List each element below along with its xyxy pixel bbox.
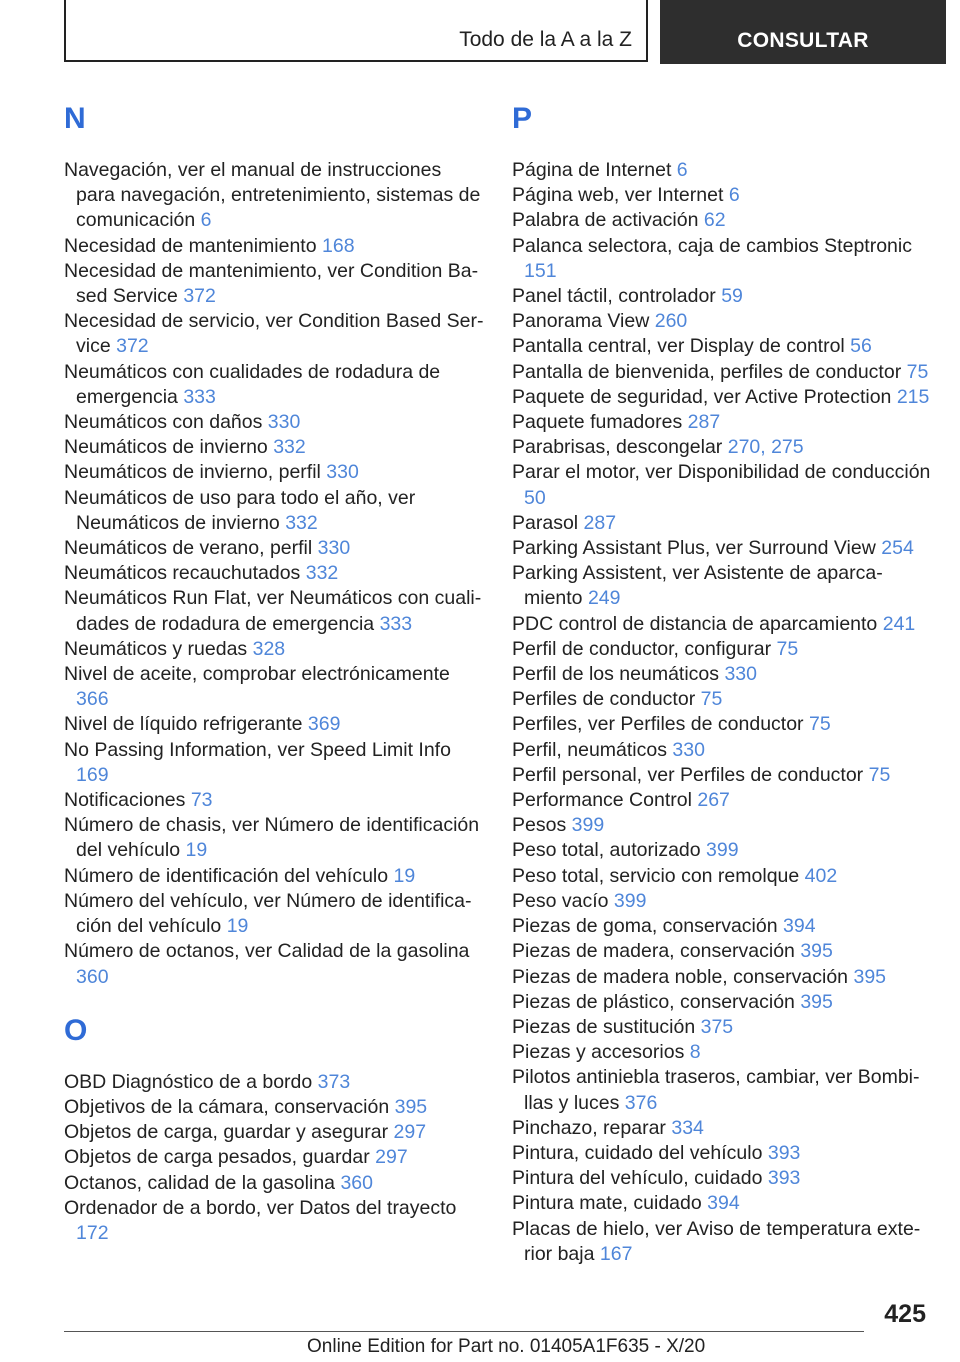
index-entry [512, 561, 932, 611]
index-entry [512, 1040, 932, 1065]
index-entry [512, 838, 932, 863]
index-entry [64, 460, 484, 485]
index-entry-page-link[interactable]: 334 [671, 1116, 704, 1139]
index-entry-page-link[interactable]: 393 [767, 1141, 801, 1164]
index-entry-text: Necesidad de mantenimiento [64, 234, 317, 257]
index-entry-page-link[interactable]: 6 [728, 184, 740, 207]
index-entry-text: Navegación, ver el manual de instrucciones para navegación, entretenimiento, sistemas de comunicación [64, 159, 481, 232]
index-entry-page-link[interactable]: 19 [185, 839, 208, 862]
index-entry-text: Perfil, neumáticos [512, 738, 667, 761]
index-entry [512, 511, 932, 536]
section-letter-n: N [64, 102, 86, 135]
index-column-right [512, 100, 932, 1267]
index-entry [512, 712, 932, 737]
index-entry-text: Número de chasis, ver Número de identificación del vehículo [64, 814, 480, 862]
index-entry-text: Neumáticos de verano, perfil [64, 537, 313, 560]
index-entry-text: Pintura, cuidado del vehículo [512, 1141, 763, 1164]
footer-edition-text: Online Edition for Part no. 01405A1F635 - X/20 [307, 1336, 706, 1357]
index-entry-page-link[interactable]: 360 [76, 965, 109, 988]
index-entry [64, 410, 484, 435]
index-entry [512, 284, 932, 309]
index-entry [512, 410, 932, 435]
index-entry [512, 914, 932, 939]
index-entry [64, 1070, 484, 1095]
index-entry [64, 1171, 484, 1196]
index-entry [64, 234, 484, 259]
index-entry [64, 939, 484, 989]
index-entry [64, 158, 484, 234]
index-entry-text: Performance Control [512, 789, 692, 812]
index-entry [512, 889, 932, 914]
index-entry-text: Neumáticos con daños [64, 411, 263, 434]
section-o-entries [64, 1070, 484, 1246]
index-entry-text: Parabrisas, descongelar [512, 436, 723, 459]
index-entry-page-link[interactable]: 399 [613, 889, 647, 912]
index-entry-text: Necesidad de servicio, ver Condition Based Service [64, 310, 484, 358]
index-entry-text: Parar el motor, ver Disponibilidad de conducción [512, 461, 931, 484]
index-entry-text: Pilotos antiniebla traseros, cambiar, ver Bombillas y luces [512, 1066, 920, 1114]
index-entry-page-link[interactable]: 249 [587, 587, 621, 610]
index-entry [64, 712, 484, 737]
index-entry-page-link[interactable]: 19 [226, 915, 249, 938]
index-entry-page-link[interactable]: 402 [804, 864, 838, 887]
index-entry-page-link[interactable]: 254 [881, 537, 914, 560]
index-entry-text: Número de octanos, ver Calidad de la gasolina [64, 940, 470, 963]
index-entry [512, 864, 932, 889]
index-entry-text: Placas de hielo, ver Aviso de temperatura exterior baja [512, 1217, 921, 1265]
index-entry-text: Ordenador de a bordo, ver Datos del trayecto [64, 1196, 457, 1219]
index-entry-text: Objetos de carga pesados, guardar [64, 1146, 370, 1169]
section-n-entries [64, 158, 484, 990]
index-entry [512, 309, 932, 334]
index-entry-page-link[interactable]: 59 [721, 285, 743, 308]
index-entry-text: Notificaciones [64, 789, 186, 812]
index-entry-text: Número del vehículo, ver Número de identificación del vehículo [64, 889, 472, 938]
index-entry-text: Neumáticos de uso para todo el año, ver Neumáticos de invierno [64, 486, 416, 534]
index-entry [512, 536, 932, 561]
index-entry [512, 612, 932, 637]
index-entry [64, 309, 484, 359]
index-entry [512, 687, 932, 712]
index-entry-text: Panel táctil, controlador [512, 285, 716, 308]
index-entry-page-link[interactable]: 395 [800, 940, 833, 963]
index-entry [64, 1095, 484, 1120]
index-entry-text: Piezas y accesorios [512, 1041, 685, 1064]
index-entry-page-link[interactable]: 372 [183, 285, 216, 308]
index-entry-page-link[interactable]: 330 [326, 461, 359, 484]
index-entry [512, 763, 932, 788]
section-letter-o: O [64, 1013, 88, 1047]
index-entry-page-link[interactable]: 75 [868, 763, 891, 786]
section-letter-p: P [512, 102, 533, 135]
index-entry [512, 1141, 932, 1166]
index-entry-text: Neumáticos y ruedas [64, 637, 248, 660]
index-entry-page-link[interactable]: 297 [375, 1146, 408, 1169]
index-entry [64, 1120, 484, 1145]
index-entry-page-link[interactable]: 169 [76, 763, 109, 786]
index-entry-page-link[interactable]: 75 [808, 713, 831, 736]
index-entry [512, 1166, 932, 1191]
index-entry [512, 208, 932, 233]
index-entry-page-link[interactable]: 168 [322, 234, 355, 257]
index-entry-text: Pinchazo, reparar [512, 1116, 666, 1139]
index-entry-text: Paquete de seguridad, ver Active Protection [512, 385, 892, 408]
index-entry [512, 158, 932, 183]
index-entry-text: Perfiles, ver Perfiles de conductor [512, 713, 804, 736]
index-entry-text: Perfil de los neumáticos [512, 663, 720, 686]
index-entry-text: Palanca selectora, caja de cambios Steptronic [512, 234, 912, 257]
index-entry [512, 385, 932, 410]
index-entry [512, 183, 932, 208]
index-entry-text: Pantalla central, ver Display de control [512, 335, 845, 358]
index-entry [512, 1015, 932, 1040]
index-entry [512, 234, 932, 284]
index-entry-page-link[interactable]: 50 [524, 486, 546, 509]
index-entry-page-link[interactable]: 399 [571, 814, 605, 837]
index-entry-page-link[interactable]: 395 [800, 990, 833, 1013]
index-entry-text: PDC control de distancia de aparcamiento [512, 612, 878, 635]
index-entry-text: Pantalla de bienvenida, perfiles de conductor [512, 360, 902, 383]
index-entry-page-link[interactable]: 330 [672, 738, 705, 761]
index-entry-page-link[interactable]: 360 [340, 1171, 373, 1194]
index-entry-page-link[interactable]: 287 [687, 411, 721, 434]
index-entry-text: Pesos [512, 814, 567, 837]
index-entry [512, 990, 932, 1015]
index-entry-page-link[interactable]: 260 [654, 310, 688, 333]
index-entry-page-link[interactable]: 73 [190, 789, 213, 812]
index-entry [64, 738, 484, 788]
index-entry [512, 813, 932, 838]
index-entry [64, 360, 484, 410]
index-entry-text: Neumáticos de invierno, perfil [64, 461, 321, 484]
index-entry [64, 788, 484, 813]
index-entry-text: Objetos de carga, guardar y asegurar [64, 1121, 389, 1144]
index-entry-page-link[interactable]: 369 [307, 713, 341, 736]
index-column-left [64, 100, 484, 1246]
header-tab[interactable] [660, 0, 946, 64]
index-entry [512, 1116, 932, 1141]
index-entry [64, 637, 484, 662]
index-entry-text: Peso total, autorizado [512, 839, 701, 862]
index-entry [64, 536, 484, 561]
index-entry-text: Neumáticos de invierno [64, 436, 268, 459]
index-entry-text: OBD Diagnóstico de a bordo [64, 1070, 313, 1093]
index-entry-page-link[interactable]: 333 [379, 612, 413, 635]
index-entry-text: Neumáticos con cualidades de rodadura de emergencia [64, 360, 441, 408]
index-entry-page-link[interactable]: 376 [624, 1091, 658, 1114]
index-entry [64, 561, 484, 586]
index-entry-text: Palabra de activación [512, 209, 699, 232]
index-entry [64, 864, 484, 889]
index-entry [512, 435, 932, 460]
index-entry-page-link[interactable]: 330 [724, 663, 757, 686]
index-entry-page-link[interactable]: 332 [285, 511, 318, 534]
index-entry-text: Panorama View [512, 310, 650, 333]
index-entry [64, 435, 484, 460]
index-entry-text: Piezas de sustitución [512, 1015, 696, 1038]
index-entry [512, 637, 932, 662]
index-entry [64, 1196, 484, 1246]
index-entry-text: Piezas de madera noble, conservación [512, 965, 849, 988]
index-entry-text: Octanos, calidad de la gasolina [64, 1171, 336, 1194]
index-entry-page-link[interactable]: 395 [853, 965, 887, 988]
index-entry-text: Perfiles de conductor [512, 688, 696, 711]
index-entry-page-link[interactable]: 328 [252, 637, 286, 660]
index-entry-text: Peso vacío [512, 889, 609, 912]
page-number: 425 [884, 1300, 926, 1328]
index-entry-page-link[interactable]: 297 [393, 1121, 427, 1144]
index-entry-page-link[interactable]: 375 [700, 1015, 734, 1038]
index-entry [64, 1145, 484, 1170]
footer-divider [64, 1331, 864, 1332]
index-entry [512, 788, 932, 813]
index-entry-text: Página de Internet [512, 159, 672, 181]
index-entry-page-link[interactable]: 330 [267, 411, 301, 434]
index-entry-text: No Passing Information, ver Speed Limit Info [64, 738, 451, 761]
index-entry [64, 662, 484, 712]
index-entry [512, 1191, 932, 1216]
index-entry [512, 1217, 932, 1267]
index-entry-page-link[interactable]: 394 [783, 915, 816, 938]
index-entry-text: Nivel de aceite, comprobar electrónicamente [64, 663, 450, 686]
index-entry [512, 965, 932, 990]
index-entry-text: Piezas de goma, conservación [512, 915, 778, 938]
index-entry-page-link[interactable]: 56 [850, 335, 872, 358]
index-entry [64, 259, 484, 309]
index-entry [512, 334, 932, 359]
index-entry-page-link[interactable]: 75 [776, 637, 799, 660]
index-entry [512, 460, 932, 510]
index-entry [512, 738, 932, 763]
index-entry-page-link[interactable]: 394 [707, 1192, 740, 1215]
index-entry [512, 1065, 932, 1115]
index-entry-text: Perfil personal, ver Perfiles de conductor [512, 763, 864, 786]
index-entry-page-link[interactable]: 62 [703, 209, 726, 232]
index-entry-page-link[interactable]: 372 [116, 335, 149, 358]
index-entry-text: Pintura del vehículo, cuidado [512, 1167, 763, 1190]
index-entry-text: Necesidad de mantenimiento, ver Condition Based Service [64, 259, 479, 308]
index-entry [64, 586, 484, 636]
index-entry-page-link[interactable]: 151 [524, 259, 557, 282]
index-entry-page-link[interactable]: 332 [305, 562, 339, 585]
index-entry-page-link[interactable]: 6 [200, 209, 212, 232]
index-entry-text: Parking Assistant Plus, ver Surround View [512, 537, 876, 560]
index-entry-page-link[interactable]: 215 [896, 385, 930, 408]
index-entry-page-link[interactable]: 332 [273, 436, 306, 459]
index-entry-text: Paquete fumadores [512, 411, 683, 434]
index-entry-text: Nivel de líquido refrigerante [64, 713, 303, 736]
index-entry-page-link[interactable]: 330 [317, 537, 351, 560]
index-entry-page-link[interactable]: 270, 275 [727, 436, 804, 459]
index-entry-page-link[interactable]: 373 [317, 1070, 351, 1093]
index-entry-page-link[interactable]: 167 [599, 1242, 633, 1265]
index-entry [512, 662, 932, 687]
index-entry-page-link[interactable]: 395 [394, 1095, 428, 1118]
header-section-title: Todo de la A a la Z [459, 28, 632, 51]
index-entry-text: Objetivos de la cámara, conservación [64, 1095, 390, 1118]
header-section-box [64, 0, 648, 62]
index-entry-text: Página web, ver Internet [512, 184, 724, 207]
header-tab-label: CONSULTAR [737, 29, 869, 52]
index-entry-text: Neumáticos recauchutados [64, 562, 301, 585]
index-entry-text: Parasol [512, 511, 579, 534]
index-entry-page-link[interactable]: 241 [882, 612, 916, 635]
index-entry-page-link[interactable]: 19 [393, 864, 416, 887]
index-entry-text: Perfil de conductor, configurar [512, 637, 772, 660]
index-entry-text: Parking Assistent, ver Asistente de aparcamiento [512, 562, 883, 610]
index-entry-page-link[interactable]: 75 [700, 688, 723, 711]
index-entry-page-link[interactable]: 172 [76, 1221, 109, 1244]
index-entry-page-link[interactable]: 267 [697, 789, 730, 812]
index-entry [512, 360, 932, 385]
index-entry [64, 486, 484, 536]
section-p-entries [512, 158, 932, 1267]
index-entry-page-link[interactable]: 393 [767, 1167, 801, 1190]
index-entry-text: Pintura mate, cuidado [512, 1192, 702, 1215]
index-entry-page-link[interactable]: 366 [76, 688, 109, 711]
index-entry-page-link[interactable]: 333 [183, 385, 216, 408]
index-entry-page-link[interactable]: 399 [706, 839, 739, 862]
index-entry-page-link[interactable]: 75 [906, 360, 929, 383]
index-entry [512, 939, 932, 964]
index-entry [64, 889, 484, 939]
index-entry-text: Peso total, servicio con remolque [512, 864, 800, 887]
index-entry-text: Neumáticos Run Flat, ver Neumáticos con cualidades de rodadura de emergencia [64, 587, 482, 635]
index-entry-page-link[interactable]: 287 [583, 511, 617, 534]
index-entry-text: Piezas de plástico, conservación [512, 990, 795, 1013]
index-entry-page-link[interactable]: 6 [676, 159, 688, 181]
index-entry-text: Número de identificación del vehículo [64, 864, 389, 887]
index-entry-text: Piezas de madera, conservación [512, 940, 795, 963]
index-entry [64, 813, 484, 863]
index-entry-page-link[interactable]: 8 [689, 1041, 701, 1064]
